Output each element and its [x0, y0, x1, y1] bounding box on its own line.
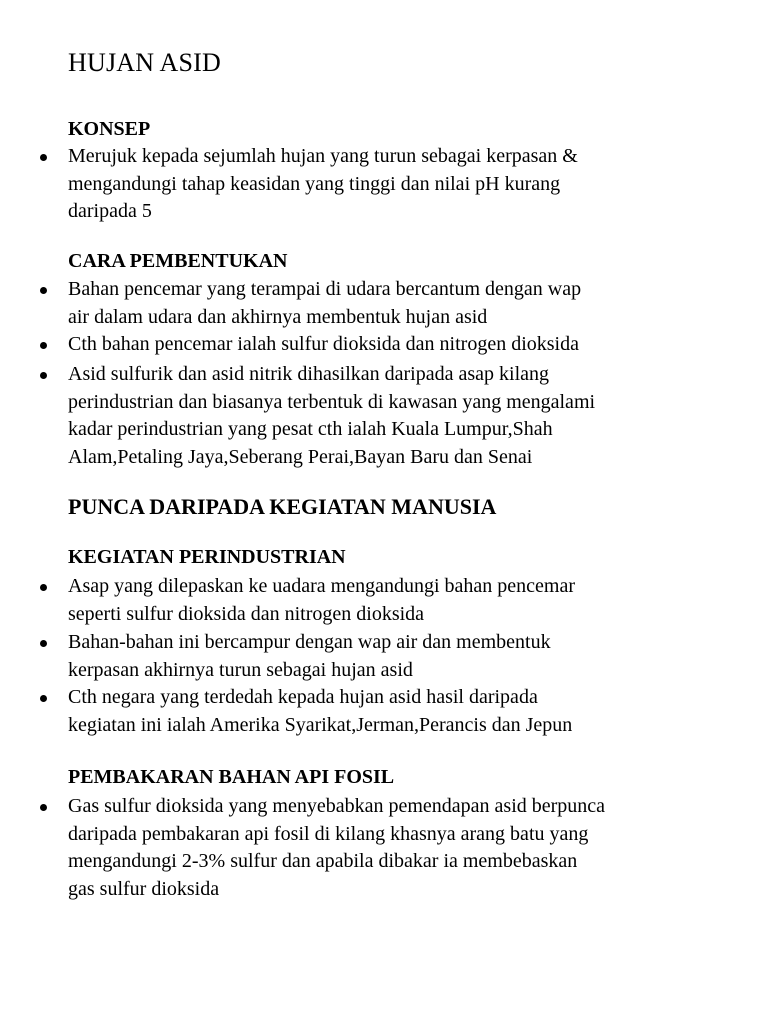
- list-item: [68, 793, 728, 903]
- bullet-line: kerpasan akhirnya turun sebagai hujan asid: [68, 658, 413, 681]
- bullet-line: Alam,Petaling Jaya,Seberang Perai,Bayan Baru dan Senai: [68, 445, 533, 468]
- bullet-line: Cth bahan pencemar ialah sulfur dioksida dan nitrogen dioksida: [68, 333, 579, 355]
- bullet-dot: [40, 342, 47, 349]
- bullet-line: Bahan-bahan ini bercampur dengan wap air dan membentuk: [68, 631, 551, 653]
- list-item: [68, 143, 728, 226]
- bullet-line: gas sulfur dioksida: [68, 877, 220, 900]
- bullet-dot: [40, 154, 47, 161]
- section-heading-cara-pembentukan: CARA PEMBENTUKAN: [68, 250, 288, 272]
- bullet-line: perindustrian dan biasanya terbentuk di kawasan yang mengalami: [68, 390, 596, 413]
- bullet-dot: [40, 695, 47, 702]
- part-heading: PUNCA DARIPADA KEGIATAN MANUSIA: [68, 494, 497, 519]
- bullet-line: daripada pembakaran api fosil di kilang khasnya arang batu yang: [68, 822, 589, 845]
- bullet-line: Merujuk kepada sejumlah hujan yang turun sebagai kerpasan &: [68, 145, 578, 167]
- list-item: [68, 276, 728, 331]
- bullet-dot: [40, 287, 47, 294]
- bullet-line: Asid sulfurik dan asid nitrik dihasilkan daripada asap kilang: [68, 363, 550, 385]
- list-item: [68, 684, 728, 739]
- bullet-line: kegiatan ini ialah Amerika Syarikat,Jerman,Perancis dan Jepun: [68, 713, 573, 736]
- bullet-line: air dalam udara dan akhirnya membentuk hujan asid: [68, 305, 488, 328]
- bullet-dot: [40, 584, 47, 591]
- bullet-line: Cth negara yang terdedah kepada hujan asid hasil daripada: [68, 686, 538, 708]
- list-item: [68, 331, 728, 359]
- bullet-line: Bahan pencemar yang terampai di udara bercantum dengan wap: [68, 278, 582, 300]
- bullet-line: mengandungi 2-3% sulfur dan apabila dibakar ia membebaskan: [68, 850, 578, 872]
- section-heading-pembakaran: PEMBAKARAN BAHAN API FOSIL: [68, 766, 395, 788]
- bullet-dot: [40, 804, 47, 811]
- section-heading-konsep: KONSEP: [68, 118, 151, 140]
- list-item: [68, 361, 728, 471]
- list-item: [68, 629, 728, 684]
- section-heading-kegiatan-perindustrian: KEGIATAN PERINDUSTRIAN: [68, 546, 346, 568]
- bullet-dot: [40, 640, 47, 647]
- document-title: HUJAN ASID: [68, 48, 221, 77]
- list-item: [68, 573, 728, 628]
- bullet-line: Gas sulfur dioksida yang menyebabkan pemendapan asid berpunca: [68, 795, 606, 817]
- bullet-line: mengandungi tahap keasidan yang tinggi dan nilai pH kurang: [68, 172, 561, 195]
- bullet-line: kadar perindustrian yang pesat cth ialah Kuala Lumpur,Shah: [68, 418, 553, 440]
- bullet-line: Asap yang dilepaskan ke uadara mengandungi bahan pencemar: [68, 575, 576, 597]
- bullet-dot: [40, 372, 47, 379]
- bullet-line: seperti sulfur dioksida dan nitrogen dioksida: [68, 602, 425, 625]
- bullet-line: daripada 5: [68, 200, 152, 222]
